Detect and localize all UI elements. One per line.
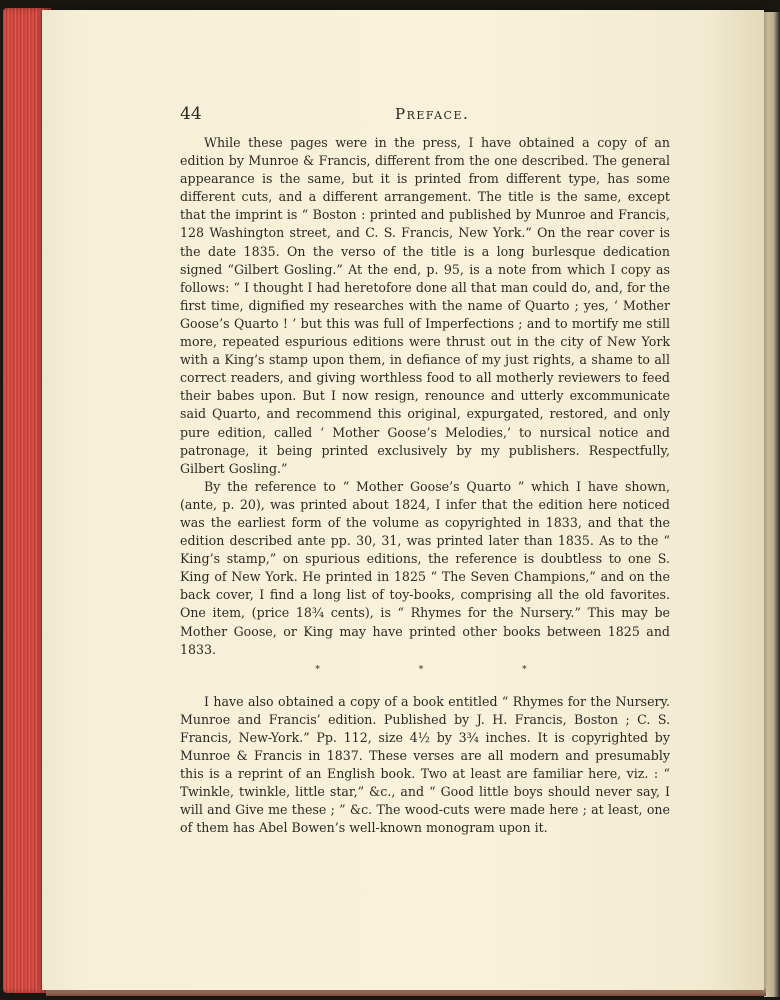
section-separator: * * * <box>315 664 575 675</box>
body-text <box>180 134 670 837</box>
page-number: 44 <box>180 104 202 124</box>
paragraph-3: I have also obtained a copy of a book entitled “ Rhymes for the Nursery. Munroe and Francis’ edition. Published by J. H. Francis, Boston ; C. S. Francis, New-York.” Pp. 112, size 4½ by 3¾ inches. It is copyrighted by Munroe & Francis in 1837. These verses are all modern and presumably this is a reprint of an English book. Two at least are familiar here, viz. : “ Twinkle, twinkle, little star,” &c., and “ Good little boys should never say, I will and Give me these ; ” &c. The wood-cuts were made here ; at least, one of them has Abel Bowen’s well-known monogram upon it. <box>180 693 670 836</box>
paragraph-2: By the reference to “ Mother Goose’s Quarto ” which I have shown, (ante, p. 20), was printed about 1824, I infer that the edition here noticed was the earliest form of the volume as copyrighted in 1833, and that the edition described ante pp. 30, 31, was printed later than 1835. As to the “ King’s stamp,” on spurious editions, the reference is doubtless to one S. King of New York. He printed in 1825 “ The Seven Champions,” and on the back cover, I find a long list of toy-books, comprising all the old favorites. One item, (price 18¾ cents), is “ Rhymes for the Nursery.” This may be Mother Goose, or King may have printed other books between 1825 and 1833. <box>180 478 670 657</box>
running-head: Preface. <box>395 105 470 123</box>
page-header <box>180 104 670 126</box>
paragraph-1: While these pages were in the press, I have obtained a copy of an edition by Munroe & Francis, different from the one described. The general appearance is the same, but it is printed from different type, has some different cuts, and a different arrangement. The title is the same, except that the imprint is “ Boston : printed and published by Munroe and Francis, 128 Washington street, and C. S. Francis, New York.” On the rear cover is the date 1835. On the verso of the title is a long burlesque dedication signed “Gilbert Gosling.” At the end, p. 95, is a note from which I copy as follows: “ I thought I had heretofore done all that man could do, and, for the first time, dignified my researches with the name of Quarto ; yes, ‘ Mother Goose’s Quarto ! ’ but this was full of Imperfections ; and to mortify me still more, repeated espurious editions were thrust out in the city of New York with a King’s stamp upon them, in defiance of my just rights, a shame to all correct readers, and giving worthless food to all motherly reviewers to feed their babes upon. But I now resign, renounce and utterly excommunicate said Quarto, and recommend this original, expurgated, restored, and only pure edition, called ‘ Mother Goose’s Melodies,’ to nursical notice and patronage, it being printed exclusively by my publishers. Respectfully, Gilbert Gosling.” <box>180 135 670 476</box>
right-page-edge <box>764 12 780 997</box>
